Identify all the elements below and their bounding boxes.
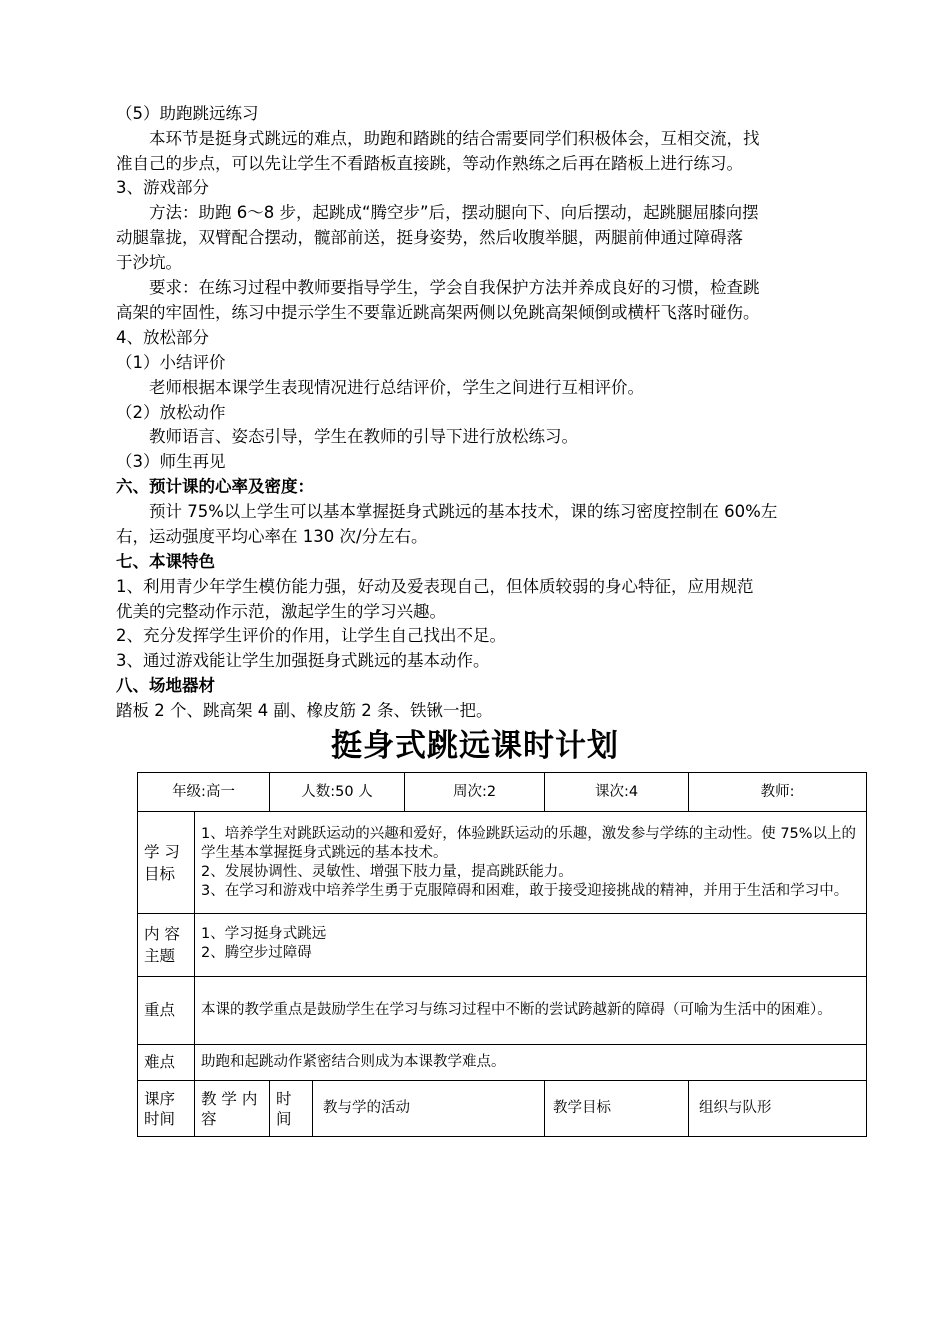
goals-label: 学 习 目标 bbox=[138, 812, 195, 914]
content-row bbox=[138, 914, 867, 977]
text-line: 教师语言、姿态引导，学生在教师的引导下进行放松练习。 bbox=[116, 427, 578, 446]
teach-content-header: 教 学 内 容 bbox=[195, 1081, 270, 1137]
section-heading: 4、放松部分 bbox=[116, 328, 209, 347]
goals-content bbox=[195, 812, 867, 914]
text-line: 准自己的步点，可以先让学生不看踏板直接跳，等动作熟练之后再在踏板上进行练习。 bbox=[116, 154, 743, 173]
grade-cell: 年级:高一 bbox=[138, 773, 270, 812]
week-cell: 周次:2 bbox=[405, 773, 545, 812]
teacher-cell: 教师: bbox=[689, 773, 867, 812]
key-row bbox=[138, 977, 867, 1045]
difficulty-row bbox=[138, 1045, 867, 1081]
text-line: （1）小结评价 bbox=[116, 353, 226, 372]
organization-header: 组织与队形 bbox=[689, 1081, 867, 1137]
goal-item: 3、在学习和游戏中培养学生勇于克服障碍和困难，敢于接受迎接挑战的精神，并用于生活和学习中。 bbox=[201, 882, 849, 899]
text-line: 2、充分发挥学生评价的作用，让学生自己找出不足。 bbox=[116, 626, 506, 645]
key-label: 重点 bbox=[138, 977, 195, 1045]
text-line: 老师根据本课学生表现情况进行总结评价，学生之间进行互相评价。 bbox=[116, 378, 644, 397]
order-time-header: 课序 时间 bbox=[138, 1081, 195, 1137]
goal-item: 2、发展协调性、灵敏性、增强下肢力量，提高跳跃能力。 bbox=[201, 863, 573, 880]
content-label: 内 容 主题 bbox=[138, 914, 195, 977]
goals-row bbox=[138, 812, 867, 914]
section-heading: 八、场地器材 bbox=[116, 676, 215, 695]
difficulty-label: 难点 bbox=[138, 1045, 195, 1081]
text-line: 高架的牢固性，练习中提示学生不要靠近跳高架两侧以免跳高架倾倒或横杆飞落时碰伤。 bbox=[116, 303, 760, 322]
plan-title: 挺身式跳远课时计划 bbox=[331, 728, 619, 764]
text-line: 要求：在练习过程中教师要指导学生，学会自我保护方法并养成良好的习惯，检查跳 bbox=[116, 278, 760, 297]
section-heading: 六、预计课的心率及密度： bbox=[116, 477, 314, 496]
text-line: （5）助跑跳远练习 bbox=[116, 104, 259, 123]
text-line: 1、利用青少年学生模仿能力强，好动及爱表现自己，但体质较弱的身心特征，应用规范 bbox=[116, 577, 754, 596]
header-row bbox=[138, 773, 867, 812]
text-line: 优美的完整动作示范，激起学生的学习兴趣。 bbox=[116, 602, 446, 621]
text-line: 踏板 2 个、跳高架 4 副、橡皮筋 2 条、铁锹一把。 bbox=[116, 701, 493, 720]
text-line: 动腿靠拢，双臂配合摆动，髋部前送，挺身姿势，然后收腹举腿，两腿前伸通过障碍落 bbox=[116, 228, 743, 247]
activity-header: 教与学的活动 bbox=[313, 1081, 545, 1137]
text-line: （3）师生再见 bbox=[116, 452, 226, 471]
difficulty-content: 助跑和起跳动作紧密结合则成为本课教学难点。 bbox=[195, 1045, 867, 1081]
columns-row bbox=[138, 1081, 867, 1137]
text-line: 3、通过游戏能让学生加强挺身式跳远的基本动作。 bbox=[116, 651, 490, 670]
text-line: 于沙坑。 bbox=[116, 253, 182, 272]
count-cell: 人数:50 人 bbox=[270, 773, 405, 812]
topic-item: 1、学习挺身式跳远 bbox=[201, 926, 327, 942]
text-line: （2）放松动作 bbox=[116, 403, 226, 422]
lesson-cell: 课次:4 bbox=[545, 773, 689, 812]
goal-header: 教学目标 bbox=[545, 1081, 689, 1137]
time-header: 时 间 bbox=[270, 1081, 313, 1137]
content-topics bbox=[195, 914, 867, 977]
section-heading: 七、本课特色 bbox=[116, 552, 215, 571]
text-line: 本环节是挺身式跳远的难点，助跑和踏跳的结合需要同学们积极体会，互相交流，找 bbox=[116, 129, 760, 148]
text-line: 方法：助跑 6～8 步，起跳成“腾空步”后，摆动腿向下、向后摆动，起跳腿屈膝向摆 bbox=[116, 203, 759, 222]
key-content: 本课的教学重点是鼓励学生在学习与练习过程中不断的尝试跨越新的障碍（可喻为生活中的困难）。 bbox=[195, 977, 867, 1045]
goal-item: 1、培养学生对跳跃运动的兴趣和爱好，体验跳跃运动的乐趣，激发参与学练的主动性。使 75%以上的学生基本掌握挺身式跳远的基本技术。 bbox=[201, 825, 857, 861]
lesson-plan-table bbox=[137, 772, 867, 1137]
section-heading: 3、游戏部分 bbox=[116, 178, 209, 197]
text-line: 右，运动强度平均心率在 130 次/分左右。 bbox=[116, 527, 428, 546]
topic-item: 2、腾空步过障碍 bbox=[201, 945, 312, 961]
text-line: 预计 75%以上学生可以基本掌握挺身式跳远的基本技术，课的练习密度控制在 60%左 bbox=[116, 502, 778, 521]
